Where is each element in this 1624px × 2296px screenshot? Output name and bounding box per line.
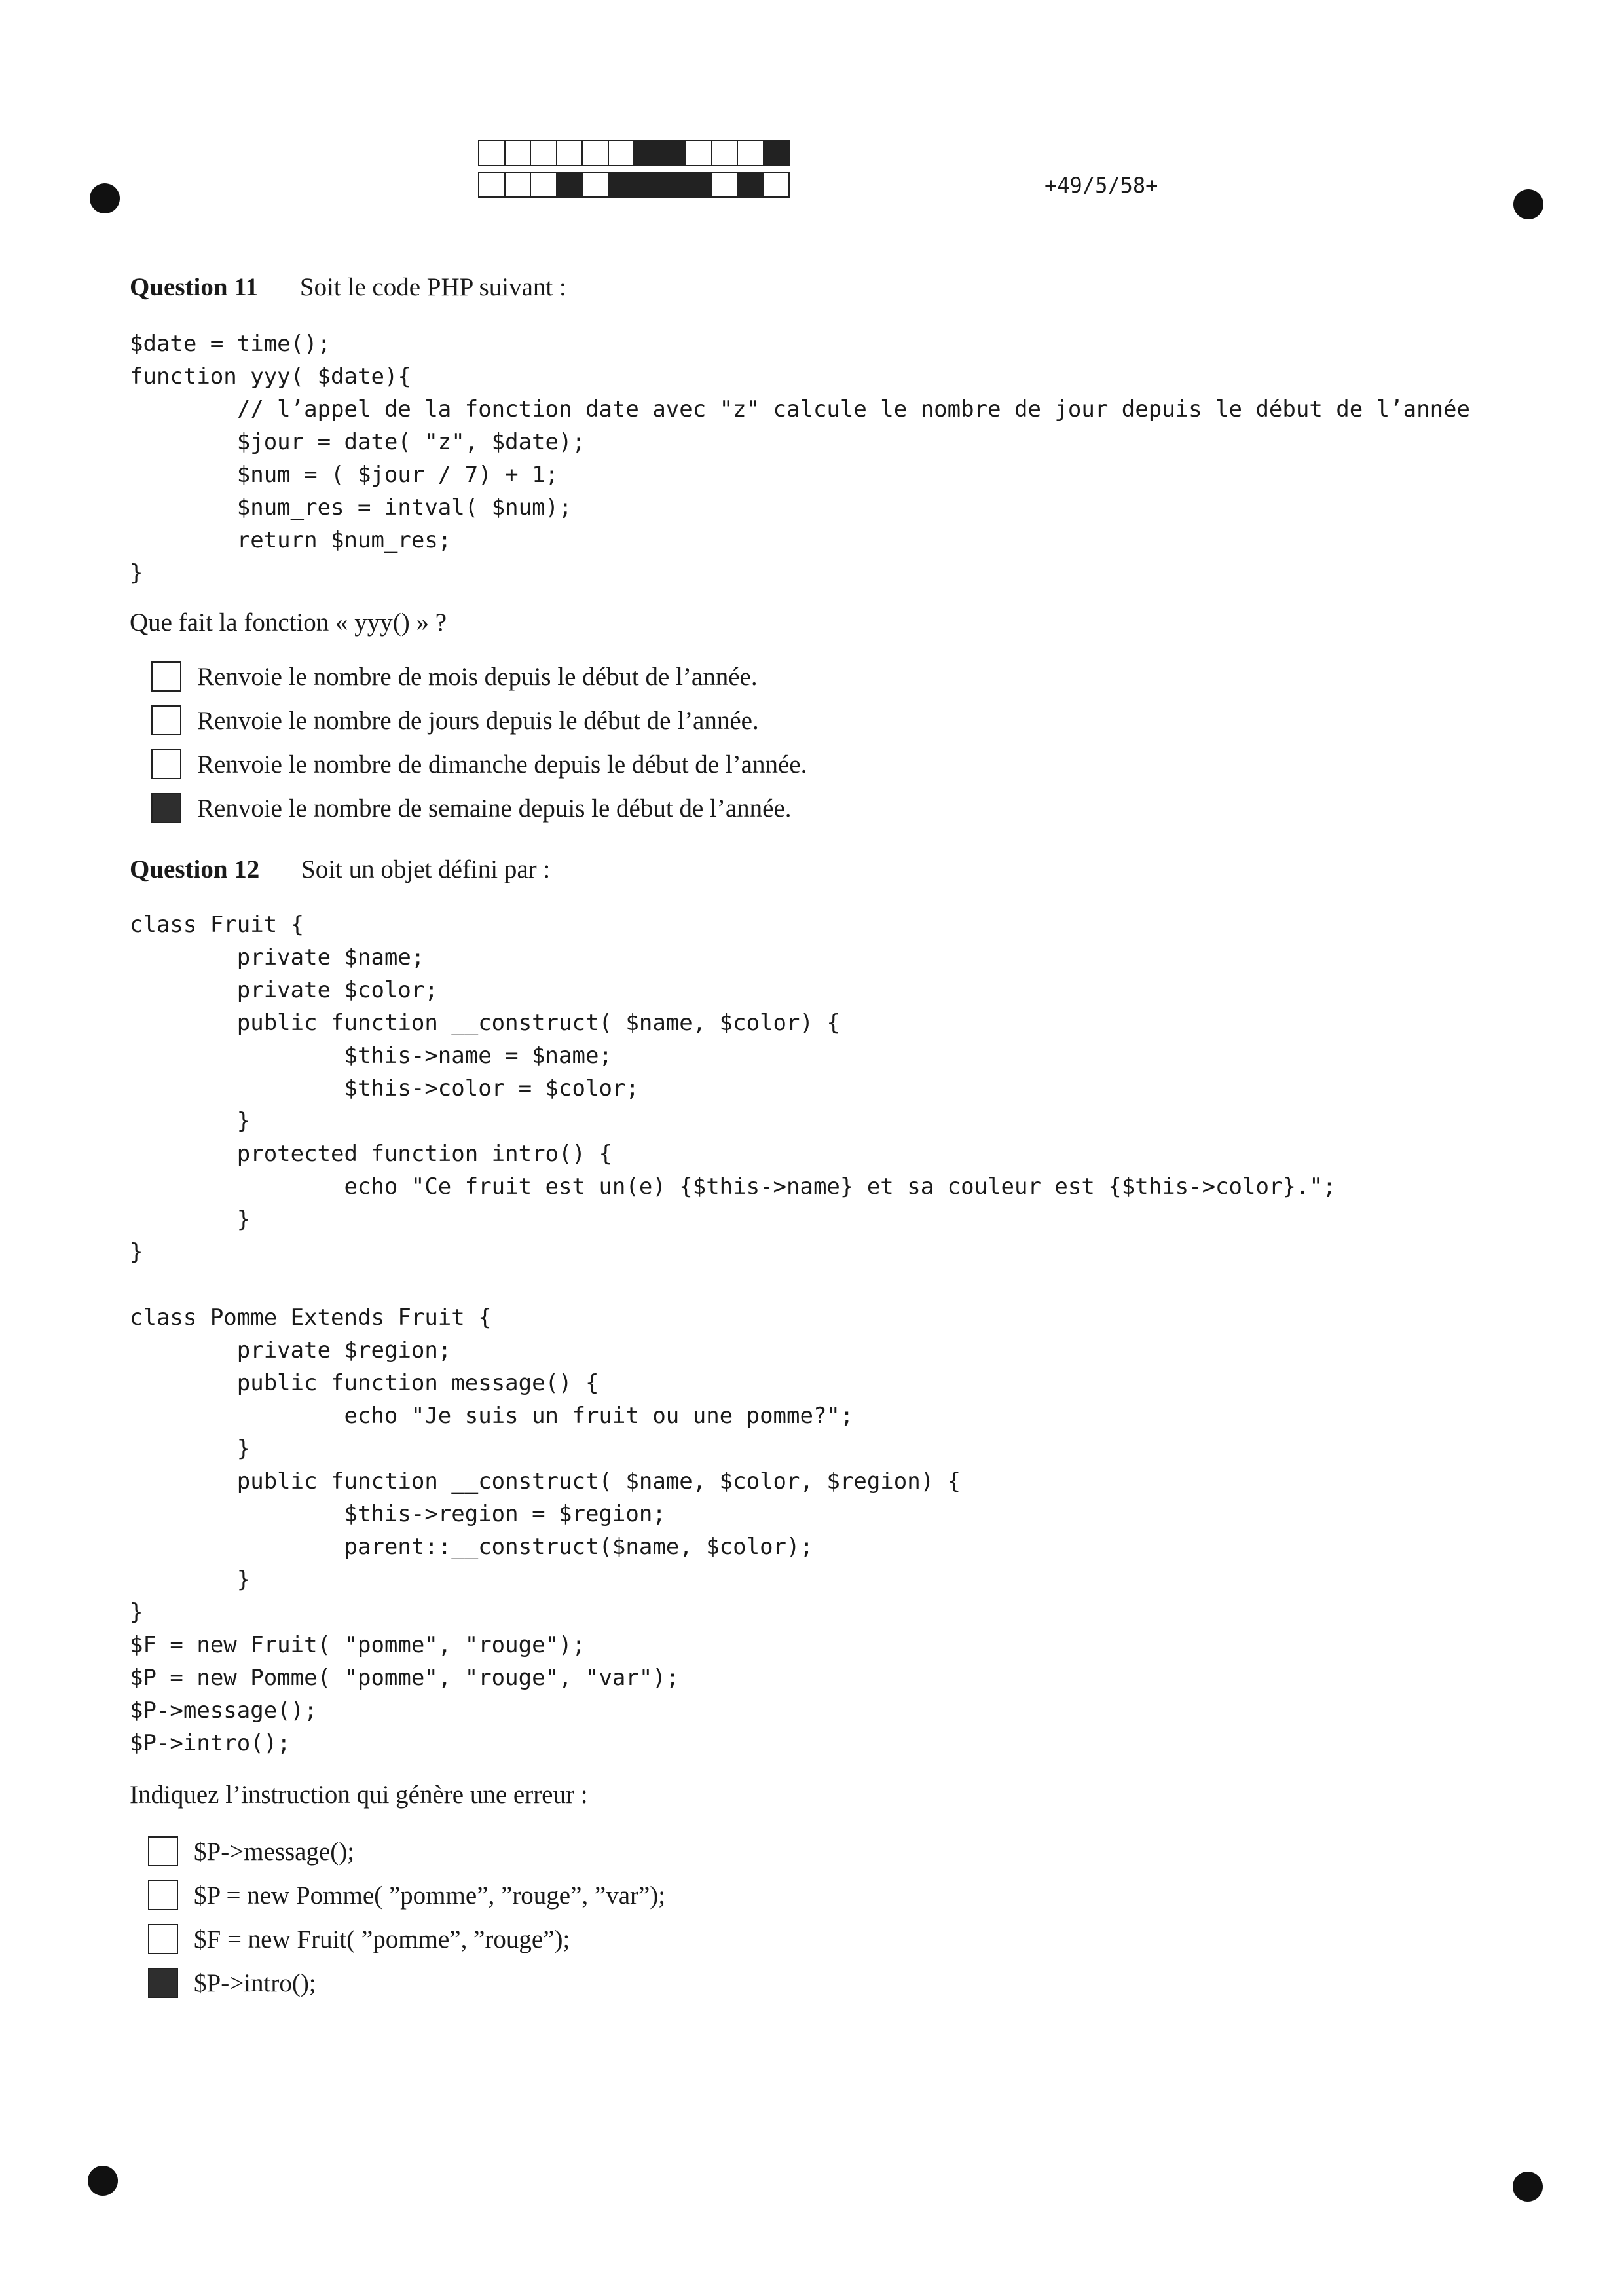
- answer-option[interactable]: [151, 661, 758, 692]
- registration-mark-top-left: [90, 183, 120, 213]
- barcode-cell: [557, 141, 583, 165]
- barcode-cell: [661, 141, 687, 165]
- code-line: $jour = date( "z", $date);: [130, 429, 585, 455]
- checked-checkbox[interactable]: [148, 1968, 178, 1998]
- barcode-cell: [764, 173, 789, 196]
- barcode-cell: [661, 173, 687, 196]
- code-line: $this->color = $color;: [130, 1075, 639, 1102]
- code-line: $num_res = intval( $num);: [130, 494, 572, 521]
- answer-option[interactable]: [148, 1880, 665, 1910]
- registration-mark-top-right: [1513, 189, 1543, 219]
- barcode-cell: [583, 141, 609, 165]
- barcode-cell: [635, 141, 661, 165]
- barcode-cell: [635, 173, 661, 196]
- code-line: [130, 1268, 1336, 1301]
- barcode-cell: [531, 173, 557, 196]
- php-code-block-q12: [130, 908, 1336, 1760]
- answer-option[interactable]: [151, 705, 759, 735]
- code-line: $this->region = $region;: [130, 1501, 666, 1527]
- code-line: class Fruit {: [130, 912, 304, 938]
- registration-mark-bottom-left: [88, 2166, 118, 2196]
- question-number: Question 12: [130, 855, 260, 883]
- answer-option[interactable]: [151, 749, 807, 779]
- code-line: $P->intro();: [130, 1730, 291, 1756]
- checkbox[interactable]: [151, 749, 181, 779]
- code-line: }: [130, 1239, 143, 1265]
- code-line: public function __construct( $name, $color) {: [130, 1010, 840, 1036]
- answer-label: $P = new Pomme( ”pomme”, ”rouge”, ”var”);: [194, 1881, 666, 1910]
- code-line: $this->name = $name;: [130, 1043, 612, 1069]
- barcode-cell: [531, 141, 557, 165]
- registration-mark-bottom-right: [1513, 2172, 1543, 2202]
- barcode-cell: [738, 141, 764, 165]
- barcode-cell: [609, 173, 635, 196]
- code-line: }: [130, 1108, 251, 1134]
- code-line: $num = ( $jour / 7) + 1;: [130, 462, 559, 488]
- code-line: $F = new Fruit( "pomme", "rouge");: [130, 1632, 585, 1658]
- code-line: }: [130, 1206, 251, 1232]
- code-line: }: [130, 1435, 251, 1462]
- barcode-cell: [479, 141, 506, 165]
- question-11-heading: [130, 272, 566, 302]
- checkbox[interactable]: [151, 661, 181, 692]
- answer-label: $F = new Fruit( ”pomme”, ”rouge”);: [194, 1925, 570, 1953]
- barcode-cell: [764, 141, 789, 165]
- code-line: private $color;: [130, 977, 438, 1003]
- answer-label: Renvoie le nombre de mois depuis le début de l’année.: [197, 662, 758, 691]
- checked-checkbox[interactable]: [151, 793, 181, 823]
- answer-option[interactable]: [151, 793, 792, 823]
- code-line: }: [130, 1566, 251, 1593]
- code-line: function yyy( $date){: [130, 363, 411, 390]
- answer-label: Renvoie le nombre de dimanche depuis le début de l’année.: [197, 750, 807, 779]
- code-line: echo "Ce fruit est un(e) {$this->name} et sa couleur est {$this->color}.";: [130, 1174, 1337, 1200]
- code-line: return $num_res;: [130, 527, 452, 553]
- answer-option[interactable]: [148, 1968, 316, 1998]
- code-line: public function __construct( $name, $color, $region) {: [130, 1468, 961, 1494]
- barcode-cell: [479, 173, 506, 196]
- barcode-cell: [686, 173, 712, 196]
- answer-label: Renvoie le nombre de semaine depuis le début de l’année.: [197, 794, 792, 823]
- answer-option[interactable]: [148, 1924, 570, 1954]
- question-12-prompt: Indiquez l’instruction qui génère une erreur :: [130, 1781, 588, 1809]
- checkbox[interactable]: [148, 1836, 178, 1866]
- code-line: protected function intro() {: [130, 1141, 612, 1167]
- code-line: parent::__construct($name, $color);: [130, 1534, 813, 1560]
- checkbox[interactable]: [148, 1880, 178, 1910]
- code-line: private $region;: [130, 1337, 452, 1363]
- code-line: }: [130, 560, 143, 586]
- barcode-cell: [738, 173, 764, 196]
- code-line: // l’appel de la fonction date avec "z" calcule le nombre de jour depuis le début de l’année: [130, 396, 1470, 422]
- barcode-cell: [557, 173, 583, 196]
- code-line: echo "Je suis un fruit ou une pomme?";: [130, 1403, 854, 1429]
- question-number: Question 11: [130, 273, 259, 301]
- question-intro: Soit un objet défini par :: [301, 855, 551, 883]
- php-code-block-q11: [130, 327, 1470, 589]
- code-line: private $name;: [130, 944, 425, 971]
- barcode-row-top: [478, 140, 790, 166]
- question-11-prompt: Que fait la fonction « yyy() » ?: [130, 608, 447, 637]
- barcode-cell: [712, 173, 739, 196]
- answer-label: Renvoie le nombre de jours depuis le début de l’année.: [197, 706, 759, 735]
- answer-label: $P->intro();: [194, 1969, 316, 1997]
- code-line: }: [130, 1599, 143, 1625]
- barcode-cell: [712, 141, 739, 165]
- barcode-cell: [506, 173, 532, 196]
- checkbox[interactable]: [148, 1924, 178, 1954]
- code-line: public function message() {: [130, 1370, 599, 1396]
- question-12-heading: [130, 855, 550, 884]
- question-intro: Soit le code PHP suivant :: [299, 273, 566, 301]
- code-line: class Pomme Extends Fruit {: [130, 1305, 492, 1331]
- checkbox[interactable]: [151, 705, 181, 735]
- answer-option[interactable]: [148, 1836, 354, 1866]
- code-line: $P = new Pomme( "pomme", "rouge", "var");: [130, 1665, 680, 1691]
- code-line: $date = time();: [130, 331, 331, 357]
- code-line: $P->message();: [130, 1697, 318, 1724]
- barcode-cell: [686, 141, 712, 165]
- page-identifier: +49/5/58+: [1044, 173, 1158, 198]
- barcode-cell: [506, 141, 532, 165]
- barcode-cell: [583, 173, 609, 196]
- answer-label: $P->message();: [194, 1837, 355, 1866]
- barcode-row-bottom: [478, 172, 790, 198]
- barcode-cell: [609, 141, 635, 165]
